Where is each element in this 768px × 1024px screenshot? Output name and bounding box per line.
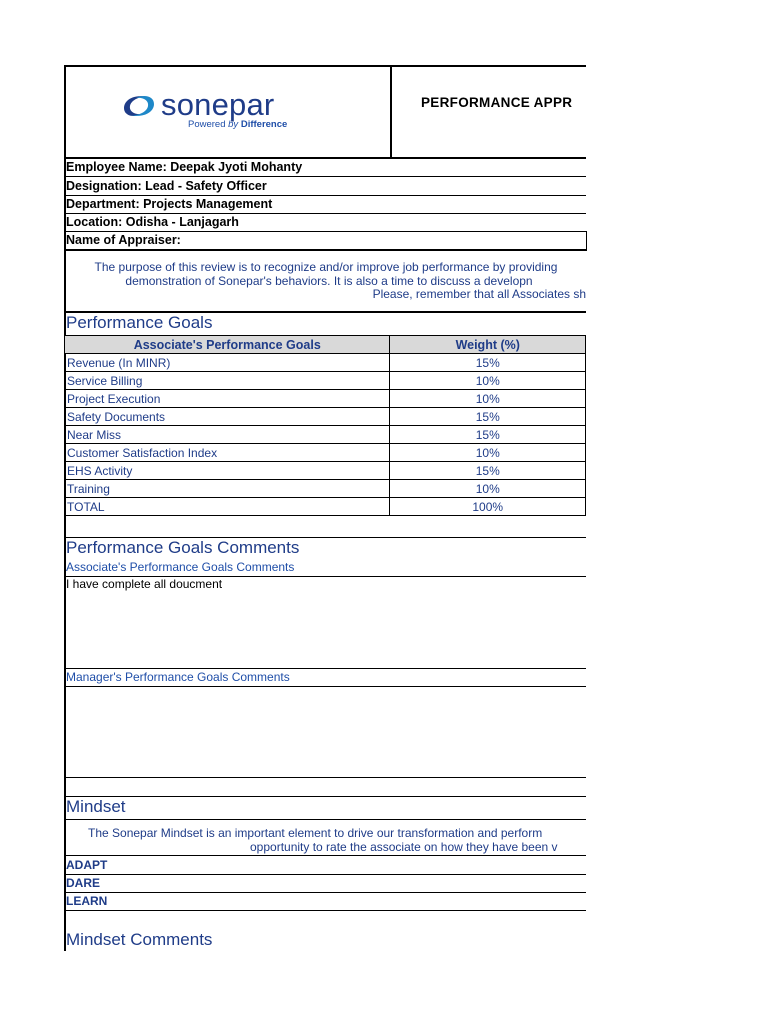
performance-goals-table — [64, 335, 586, 516]
weight-column-header: Weight (%) — [390, 336, 586, 354]
top-border — [64, 65, 586, 67]
mindset-item-dare: DARE — [66, 874, 586, 893]
goal-cell[interactable]: Near Miss — [65, 426, 390, 444]
mindset-text — [66, 826, 586, 854]
mindset-title: Mindset — [66, 797, 126, 816]
table-row — [65, 354, 586, 372]
goals-body — [65, 354, 586, 516]
purpose-line-3: Please, remember that all Associates sh — [372, 287, 586, 301]
associate-comments-bottom-line — [64, 668, 586, 669]
goal-cell[interactable]: Safety Documents — [65, 408, 390, 426]
purpose-line-2: demonstration of Sonepar's behaviors. It is also a time to discuss a developn — [125, 273, 533, 288]
form-title: PERFORMANCE APPR — [421, 95, 573, 110]
purpose-text — [66, 261, 586, 302]
table-header-row — [65, 336, 586, 354]
table-row — [65, 372, 586, 390]
table-row — [65, 462, 586, 480]
associate-comments-text[interactable]: I have complete all doucment — [66, 577, 223, 591]
table-row — [65, 498, 586, 516]
employee-department: Department: Projects Management — [66, 195, 586, 214]
goal-cell[interactable]: Training — [65, 480, 390, 498]
associate-comments-label: Associate's Performance Goals Comments — [66, 560, 295, 574]
employee-designation: Designation: Lead - Safety Officer — [66, 177, 586, 196]
employee-location: Location: Odisha - Lanjagarh — [66, 215, 239, 229]
goal-column-header: Associate's Performance Goals — [65, 336, 390, 354]
goal-cell[interactable]: Revenue (In MINR) — [65, 354, 390, 372]
weight-cell[interactable]: 15% — [390, 426, 586, 444]
manager-comments-bottom-line — [64, 777, 586, 778]
weight-cell[interactable]: 15% — [390, 408, 586, 426]
brand-tagline: Powered by Difference — [188, 119, 288, 130]
goals-comments-title: Performance Goals Comments — [66, 538, 300, 557]
performance-goals-title: Performance Goals — [66, 313, 213, 332]
mindset-title-line — [64, 819, 586, 820]
weight-cell[interactable]: 10% — [390, 372, 586, 390]
manager-comments-label: Manager's Performance Goals Comments — [66, 670, 290, 684]
brand-name: sonepar — [161, 87, 275, 122]
goal-cell[interactable]: EHS Activity — [65, 462, 390, 480]
mindset-line-1: The Sonepar Mindset is an important element to drive our transformation and perform — [88, 826, 543, 840]
weight-cell[interactable]: 15% — [390, 462, 586, 480]
header-divider — [390, 65, 392, 159]
info-divider — [64, 249, 586, 251]
weight-cell[interactable]: 10% — [390, 444, 586, 462]
weight-cell[interactable]: 10% — [390, 480, 586, 498]
sonepar-logo — [120, 88, 300, 134]
mindset-top-line — [64, 796, 586, 797]
mindset-comments-title: Mindset Comments — [66, 930, 213, 949]
sonepar-swirl-icon — [120, 91, 158, 121]
goal-cell[interactable]: Customer Satisfaction Index — [65, 444, 390, 462]
weight-cell[interactable]: 10% — [390, 390, 586, 408]
weight-cell[interactable]: 15% — [390, 354, 586, 372]
table-row — [65, 480, 586, 498]
table-row — [65, 390, 586, 408]
purpose-line-1: The purpose of this review is to recognize and/or improve job performance by providing — [94, 261, 558, 274]
mindset-item-adapt: ADAPT — [66, 856, 586, 875]
table-row — [65, 408, 586, 426]
mindset-line-2: opportunity to rate the associate on how they have been v — [250, 840, 558, 854]
mindset-item-learn: LEARN — [66, 892, 586, 911]
manager-comments-area[interactable] — [66, 687, 586, 777]
goal-cell[interactable]: Service Billing — [65, 372, 390, 390]
weight-cell[interactable]: 100% — [390, 498, 586, 516]
appraiser-name: Name of Appraiser: — [66, 233, 181, 247]
goal-cell[interactable]: Project Execution — [65, 390, 390, 408]
table-row — [65, 426, 586, 444]
table-row — [65, 444, 586, 462]
goal-cell[interactable]: TOTAL — [65, 498, 390, 516]
employee-name: Employee Name: Deepak Jyoti Mohanty — [66, 158, 586, 177]
